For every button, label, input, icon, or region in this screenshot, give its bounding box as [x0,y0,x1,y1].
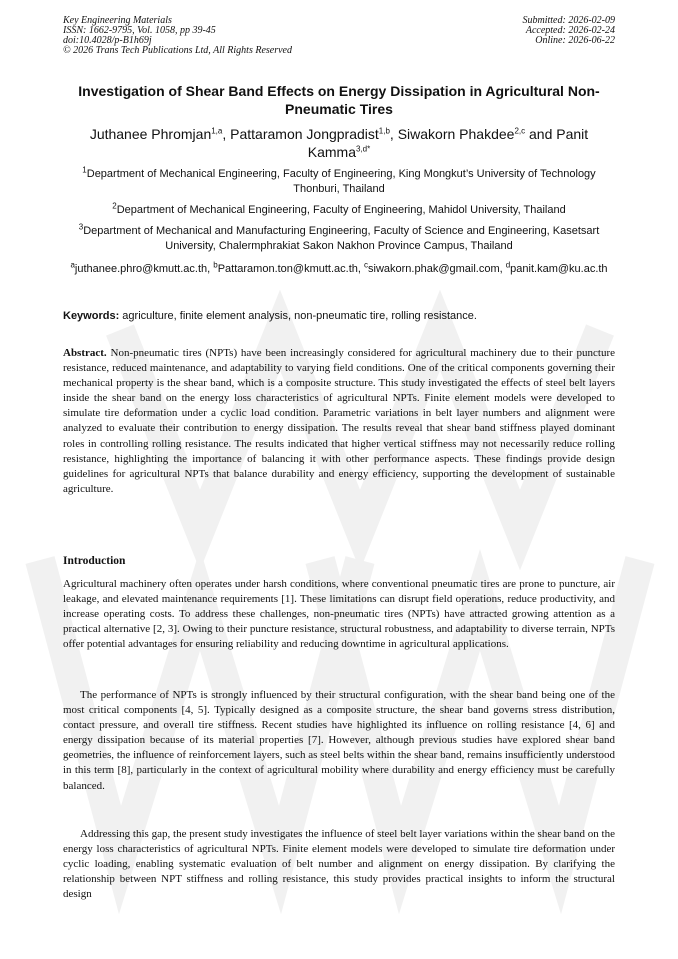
email-link[interactable]: Pattaramon.ton@kmutt.ac.th, [217,263,364,275]
author-list [70,125,608,161]
online-date: Online: 2026-06-22 [535,35,615,46]
copyright: © 2026 Trans Tech Publications Ltd, All Rights Reserved [63,45,292,56]
affiliation-3: $^3$Department of Mechanical and Manufacturing Engineering, Faculty of Science and Engineering, Kasetsart University, Chalermphrakiat Sakon Nakhon Province Campus, Thailand [78,222,600,252]
affiliation-1: $^1$Department of Mechanical Engineering, Faculty of Engineering, King Mongkut’s University of Technology Thonburi, Thailand [82,165,596,195]
email-list: $^a$juthanee.phro@kmutt.ac.th, $^b$Pattaramon.ton@kmutt.ac.th, $^c$siwakorn.phak@gmail.com, $^d$panit.kam@ku.ac.th [70,260,608,275]
issn: ISSN: 1662-9795, Vol. 1058, pp 39-45 [63,25,216,36]
journal-name: Key Engineering Materials [63,15,172,26]
accepted-date: Accepted: 2026-02-24 [525,25,615,36]
affiliation-2: $^2$Department of Mechanical Engineering, Faculty of Engineering, Mahidol University, Thailand [112,201,566,216]
journal-info [63,16,292,56]
keywords-label: Keywords: [63,310,120,322]
intro-paragraph-2: The performance of NPTs is strongly influenced by their structural configuration, with the shear band being one of the most critical components [4, 5]. Typically designed as a composite structure, the shear band governs stress distribution, contact pressure, and overall tire stiffness. Recent studies have highlighted its influence on rolling resistance [4, 6] and energy dissipation because of its material properties [7]. However, although previous studies have explored shear band geometries, the influence of reinforcement layers, such as steel belts within the shear band, remains insufficiently understood in this term [8], particularly in the context of agricultural mobility where durability and energy efficiency must be carefully balanced. [63,689,615,792]
doi: doi:10.4028/p-B1h69j [63,35,152,46]
section-heading-introduction: Introduction [63,555,126,567]
author: and Panit Kamma$^{3,d*}$ [307,126,589,160]
email-link[interactable]: juthanee.phro@kmutt.ac.th, [74,263,214,275]
email-link[interactable]: panit.kam@ku.ac.th [510,263,608,275]
intro-paragraph-3: Addressing this gap, the present study investigates the influence of steel belt layer variations within the shear band on the energy loss characteristics of agricultural NPTs. Finite element models were developed to simulate tire deformation under cyclic loading, enabling systematic evaluation of belt number and alignment on energy dissipation. By clarifying the relationship between NPT stiffness and rolling resistance, this study provides practical insights to inform the structural design [63,828,615,901]
author: Juthanee Phromjan$^{1,a}$, [89,126,231,142]
email-link[interactable]: siwakorn.phak@gmail.com, [368,263,506,275]
abstract-label: Abstract. [63,347,107,359]
keywords-text: agriculture, finite element analysis, non-pneumatic tire, rolling resistance. [119,310,477,322]
paper-title: Investigation of Shear Band Effects on Energy Dissipation in Agricultural Non-Pneumatic Tires [78,83,600,117]
author: Pattaramon Jongpradist$^{1,b}$, [230,126,398,142]
submitted-date: Submitted: 2026-02-09 [522,15,615,26]
abstract-text: Non-pneumatic tires (NPTs) have been increasingly considered for agricultural machinery due to their puncture resistance, reduced maintenance, and adaptability to varying field conditions. One of the critical components governing their mechanical property is the shear band, which is a composite structure. This study investigated the effects of steel belt layers inside the shear band on the energy loss characteristics of agricultural NPTs. Finite element models were developed to simulate tire deformation under a cyclic load condition. Parametric variations in belt layer numbers and alignment were analyzed to evaluate their contribution to energy dissipation. The results reveal that shear band stiffness played dominant roles in controlling rolling resistance. The results indicated that higher vertical stiffness may not necessarily reduce rolling resistance, highlighting the importance of balancing it with other performance aspects. These findings provide design guidelines for agricultural NPTs that balance durability and energy efficiency, supporting the development of sustainable agriculture. [63,347,615,495]
keywords [63,309,615,324]
dates-info [523,16,616,46]
author: Siwakorn Phakdee$^{2,c}$ [397,126,526,142]
abstract [63,346,615,497]
intro-paragraph-1: Agricultural machinery often operates under harsh conditions, where conventional pneumatic tires are prone to puncture, air leakage, and elevated maintenance requirements [1]. These limitations can disrupt field operations, reduce productivity, and increase operating costs. To address these challenges, non-pneumatic tires (NPTs) have attracted growing attention as a practical alternative [2, 3]. Owing to their puncture resistance, structural robustness, and adaptability to diverse terrain, NPTs offer potential advantages for ensuring reliability and reducing downtime in agricultural applications. [63,578,615,651]
